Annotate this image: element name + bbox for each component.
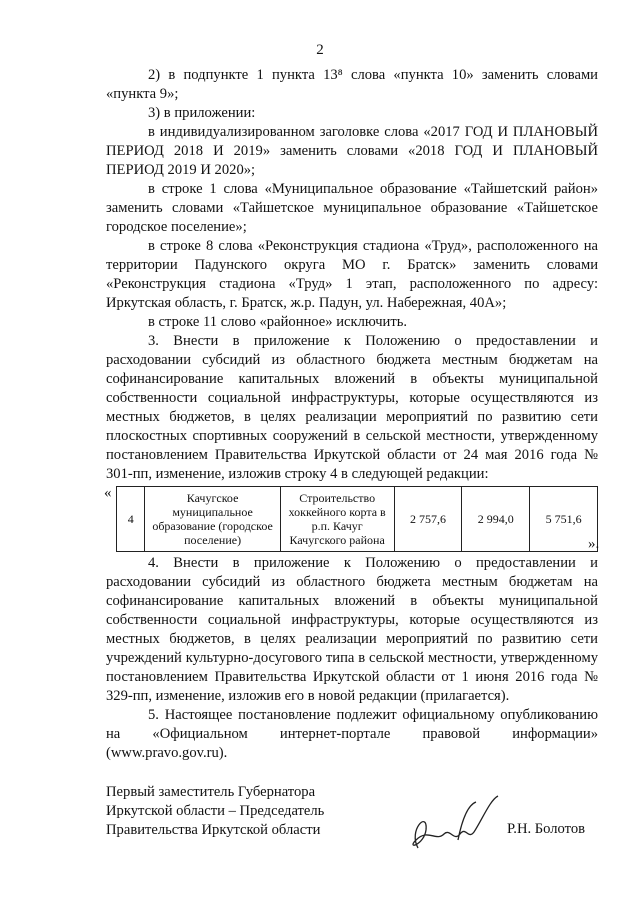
signatory-line-3: Правительства Иркутской области: [106, 822, 321, 838]
table-cell-value-total: 5 751,6: [530, 487, 598, 552]
document-body: [106, 66, 598, 763]
paragraph-header-change: в индивидуализированном заголовке слова «2017 ГОД И ПЛАНОВЫЙ ПЕРИОД 2018 И 2019» заменить словами «2018 ГОД И ПЛАНОВЫЙ ПЕРИОД 2019 И 2020»;: [106, 124, 598, 178]
amended-row-table: [116, 486, 598, 552]
table-cell-municipality: Качугское муниципальное образование (городское поселение): [145, 487, 280, 552]
paragraph-row-8-change: в строке 8 слова «Реконструкция стадиона «Труд», расположенного на территории Падунского округа МО г. Братск» заменить словами «Реконструкция стадиона «Труд» 1 этап, расположенного по адресу: Иркутская область, г. Братск, ж.р. Падун, ул. Набережная, 40А»;: [106, 238, 598, 311]
amended-row-block: [106, 484, 598, 554]
table-cell-value-2: 2 994,0: [462, 487, 530, 552]
table-row: [117, 487, 598, 552]
paragraph-clause-3: 3. Внести в приложение к Положению о предоставлении и расходовании субсидий из областного бюджета местным бюджетам на софинансирование капитальных вложений в объекты муниципальной собственности социальной инфраструктуры, которые осуществляются из местных бюджетов, в целях реализации мероприятий по развитию сети плоскостных спортивных сооружений в сельской местности, утвержденному постановлением Правительства Иркутской области от 24 мая 2016 года № 301-пп, изменение, изложив строку 4 в следующей редакции:: [106, 333, 598, 482]
signatory-name: Р.Н. Болотов: [507, 821, 586, 837]
paragraph-clause-5: 5. Настоящее постановление подлежит официальному опубликованию на «Официальном интернет-портале правовой информации» (www.pravo.gov.ru).: [106, 707, 598, 761]
paragraph-row-1-change: в строке 1 слова «Муниципальное образование «Тайшетский район» заменить словами «Тайшетское муниципальное образование «Тайшетское городское поселение»;: [106, 181, 598, 235]
close-quote: ».: [588, 536, 600, 552]
table-cell-project: Строительство хоккейного корта в р.п. Качуг Качугского района: [280, 487, 394, 552]
paragraph-item-2: 2) в подпункте 1 пункта 13⁸ слова «пункта 10» заменить словами «пункта 9»;: [106, 67, 598, 102]
page-number: 2: [316, 42, 324, 58]
paragraph-row-11-change: в строке 11 слово «районное» исключить.: [148, 314, 408, 330]
open-quote: «: [104, 485, 112, 501]
paragraph-item-3: 3) в приложении:: [148, 105, 256, 121]
paragraph-clause-4: 4. Внести в приложение к Положению о предоставлении и расходовании субсидий из областного бюджета местным бюджетам на софинансирование капитальных вложений в объекты муниципальной собственности социальной инфраструктуры, которые осуществляются из местных бюджетов, в целях реализации мероприятий по развитию сети учреждений культурно-досугового типа в сельской местности, утвержденному постановлением Правительства Иркутской области от 1 июня 2016 года № 329-пп, изменение, изложив его в новой редакции (прилагается).: [106, 555, 598, 704]
signatory-line-1: Первый заместитель Губернатора: [106, 784, 316, 800]
table-cell-number: 4: [117, 487, 145, 552]
table-cell-value-1: 2 757,6: [394, 487, 462, 552]
handwritten-signature: [398, 790, 508, 860]
signatory-line-2: Иркутской области – Председатель: [106, 803, 325, 819]
